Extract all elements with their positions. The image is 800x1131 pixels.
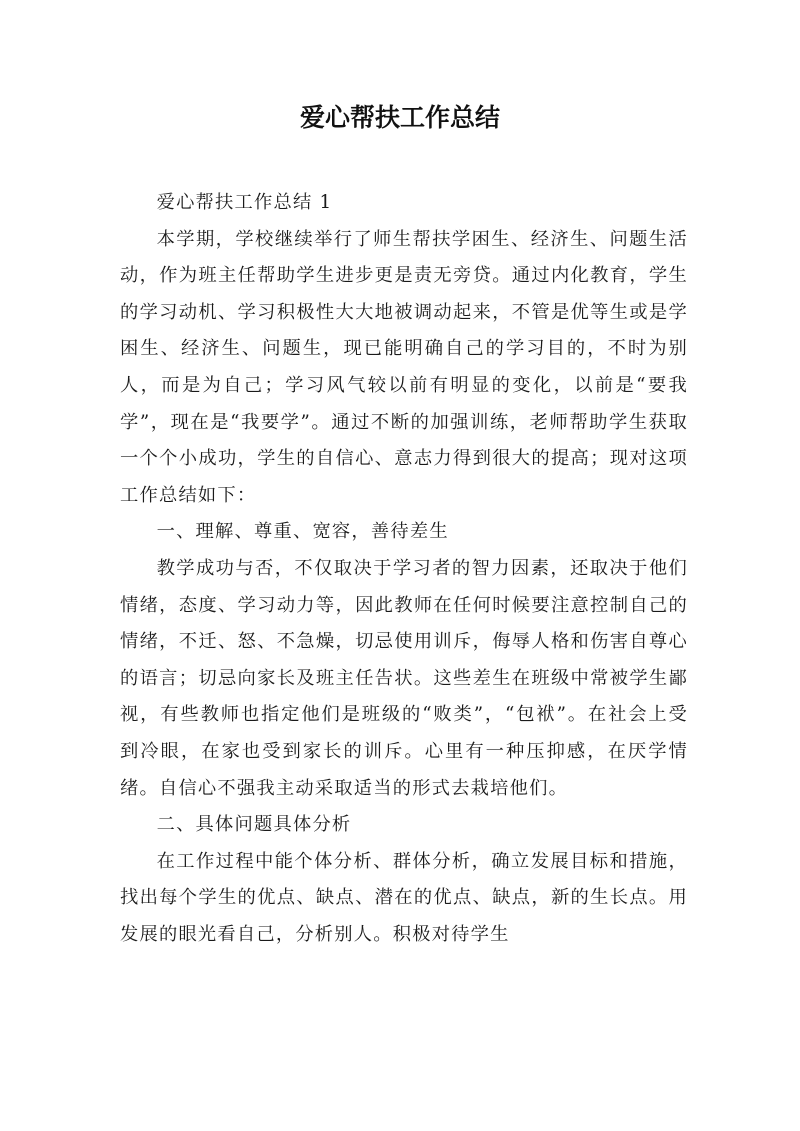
section-heading-2: 二、具体问题具体分析 — [156, 814, 352, 836]
section-1-paragraph: 教学成功与否，不仅取决于学习者的智力因素，还取决于他们情绪，态度、学习动力等，因此教师在任何时候要注意控制自己的情绪，不迁、怒、不急燥，切忌使用训斥，侮辱人格和伤害自尊心的语言；切忌向家长及班主任告状。这些差生在班级中常被学生鄙视，有些教师也指定他们是班级的“败类”，“包袱”。在社会上受到冷眼，在家也受到家长的训斥。心里有一种压抑感，在厌学情绪。自信心不强我主动采取适当的形式去栽培他们。 — [120, 557, 688, 799]
section-2-paragraph: 在工作过程中能个体分析、群体分析，确立发展目标和措施，找出每个学生的优点、缺点、潜在的优点、缺点，新的生长点。用发展的眼光看自己，分析别人。积极对待学生 — [120, 850, 688, 945]
document-title: 爱心帮扶工作总结 — [299, 103, 500, 132]
section-subtitle: 爱心帮扶工作总结 1 — [156, 192, 333, 213]
intro-paragraph: 本学期，学校继续举行了师生帮扶学困生、经济生、问题生活动，作为班主任帮助学生进步更是责无旁贷。通过内化教育，学生的学习动机、学习积极性大大地被调动起来，不管是优等生或是学困生、经济生、问题生，现已能明确自己的学习目的，不时为别人，而是为自己；学习风气较以前有明显的变化，以前是“要我学”，现在是“我要学”。通过不断的加强训练，老师帮助学生获取一个个小成功，学生的自信心、意志力得到很大的提高；现对这项工作总结如下： — [120, 228, 688, 506]
document-body — [120, 185, 688, 953]
section-heading-1: 一、理解、尊重、宽容，善待差生 — [156, 521, 449, 543]
